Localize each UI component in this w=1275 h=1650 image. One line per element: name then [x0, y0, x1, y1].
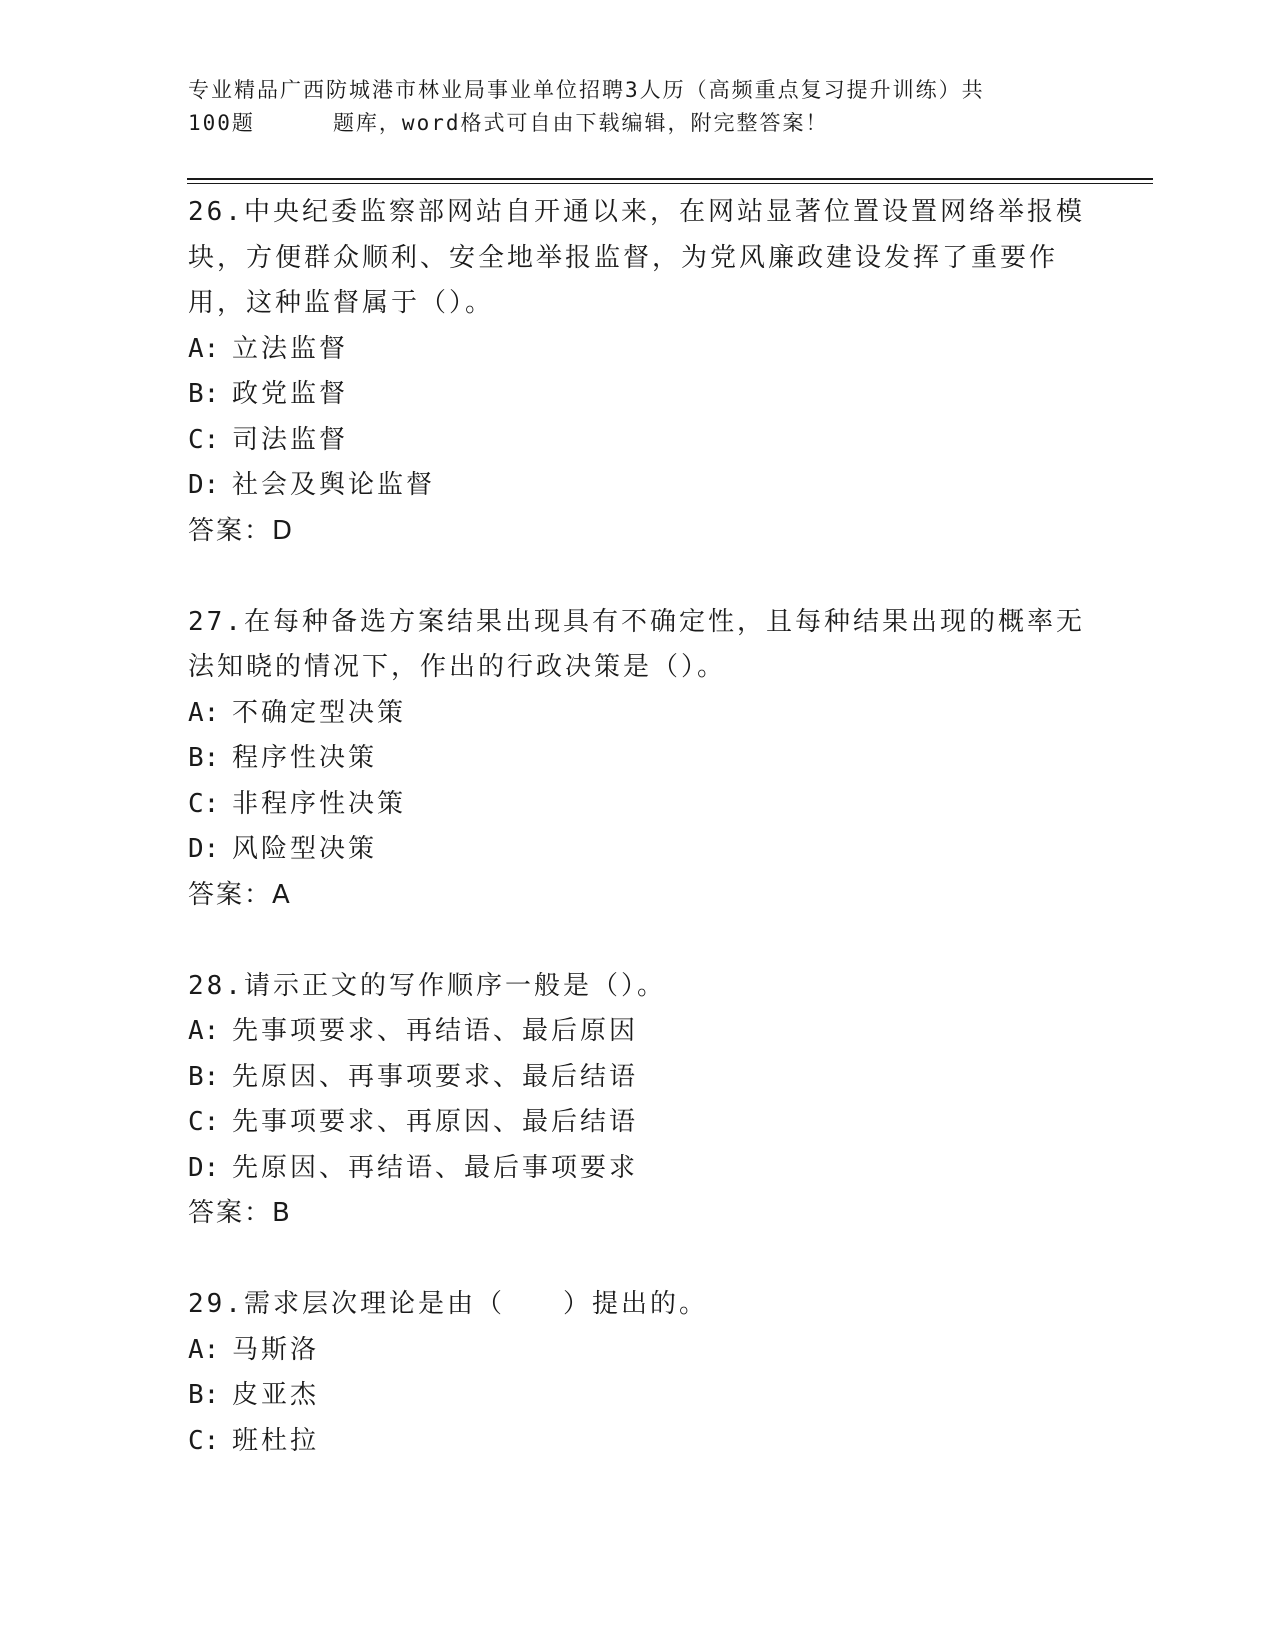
answer: 答案：B — [188, 1198, 292, 1228]
option-c: C: 非程序性决策 — [188, 788, 407, 819]
question-text: 28.请示正文的写作顺序一般是（）。 — [188, 970, 666, 1001]
question-text: 27.在每种备选方案结果出现具有不确定性，且每种结果出现的概率无法知晓的情况下，作出的行政决策是（）。 — [188, 606, 1085, 682]
question-list — [188, 190, 1088, 1464]
option-a: A: 立法监督 — [188, 333, 349, 364]
question-29 — [188, 1282, 1088, 1464]
option-b: B: 政党监督 — [188, 379, 349, 409]
header-rule-thick — [187, 178, 1153, 180]
question-text: 26.中央纪委监察部网站自开通以来，在网站显著位置设置网络举报模块，方便群众顺利、安全地举报监督，为党风廉政建设发挥了重要作用，这种监督属于（）。 — [188, 197, 1085, 318]
question-26 — [188, 190, 1088, 554]
option-a: A: 马斯洛 — [188, 1334, 320, 1365]
option-c: C: 班杜拉 — [188, 1425, 320, 1456]
option-c: C: 司法监督 — [188, 424, 349, 455]
answer: 答案：A — [188, 879, 292, 910]
question-27 — [188, 600, 1088, 919]
option-d: D: 社会及舆论监督 — [188, 470, 436, 500]
header-line-2 — [188, 107, 1088, 140]
question-28 — [188, 964, 1088, 1237]
option-d: D: 先原因、再结语、最后事项要求 — [188, 1152, 639, 1183]
page-header — [188, 74, 1088, 140]
question-text: 29.需求层次理论是由（ ）提出的。 — [188, 1289, 708, 1319]
option-a: A: 先事项要求、再结语、最后原因 — [188, 1016, 639, 1046]
option-b: B: 先原因、再事项要求、最后结语 — [188, 1061, 639, 1092]
option-d: D: 风险型决策 — [188, 834, 378, 864]
option-b: B: 程序性决策 — [188, 743, 378, 773]
header-rule-thin — [187, 183, 1153, 184]
option-b: B: 皮亚杰 — [188, 1380, 320, 1410]
answer: 答案：D — [188, 515, 295, 546]
header-line-1: 专业精品广西防城港市林业局事业单位招聘3人历（高频重点复习提升训练）共 — [188, 78, 985, 102]
option-a: A: 不确定型决策 — [188, 697, 407, 728]
option-c: C: 先事项要求、再原因、最后结语 — [188, 1107, 639, 1137]
header-description: 题库，word格式可自由下载编辑，附完整答案！ — [332, 111, 829, 135]
header-count: 100题 — [188, 111, 255, 135]
